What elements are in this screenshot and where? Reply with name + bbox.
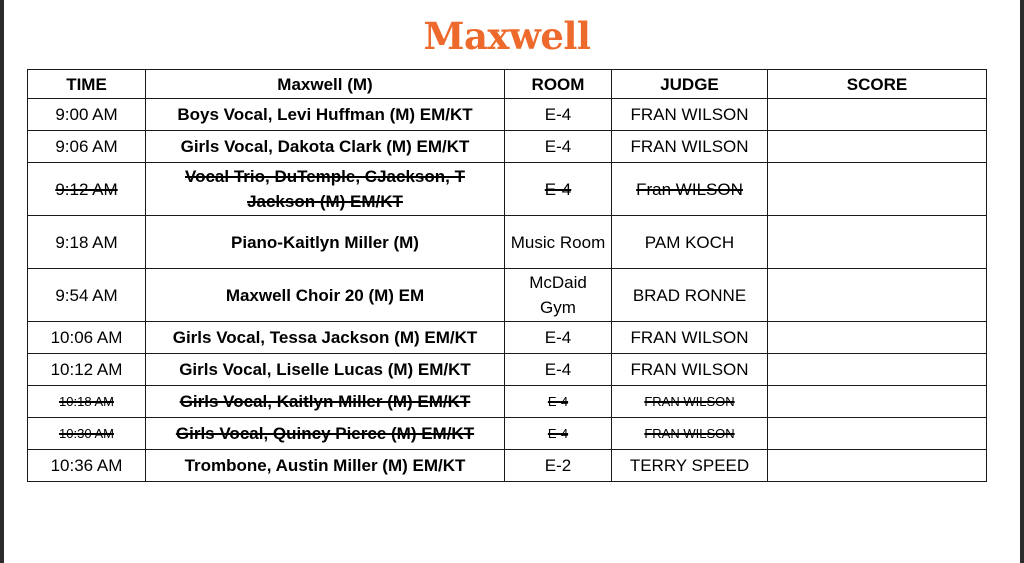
- room-cell: McDaid Gym: [505, 269, 612, 322]
- schedule-table: [27, 69, 987, 482]
- event-cell: Trombone, Austin Miller (M) EM/KT: [146, 450, 505, 482]
- score-cell: [768, 418, 987, 450]
- time-cell: 10:12 AM: [28, 354, 146, 386]
- judge-cell: PAM KOCH: [612, 216, 768, 269]
- judge-cell: TERRY SPEED: [612, 450, 768, 482]
- table-row-cancelled: [28, 163, 987, 216]
- table-row: [28, 450, 987, 482]
- room-cell: Music Room: [505, 216, 612, 269]
- score-cell: [768, 386, 987, 418]
- column-header-judge: JUDGE: [612, 70, 768, 99]
- table-row-cancelled: [28, 418, 987, 450]
- event-cell: Boys Vocal, Levi Huffman (M) EM/KT: [146, 99, 505, 131]
- time-cell: 9:18 AM: [28, 216, 146, 269]
- score-cell: [768, 269, 987, 322]
- page-edge-right: [1020, 0, 1024, 563]
- time-cell: 10:30 AM: [28, 418, 146, 450]
- time-cell: 10:06 AM: [28, 322, 146, 354]
- judge-cell: FRAN WILSON: [612, 354, 768, 386]
- event-cell: Girls Vocal, Liselle Lucas (M) EM/KT: [146, 354, 505, 386]
- event-cell: Vocal Trio, DuTemple, CJackson, T Jackson (M) EM/KT: [146, 163, 505, 216]
- score-cell: [768, 216, 987, 269]
- room-cell: E-4: [505, 418, 612, 450]
- table-row-cancelled: [28, 386, 987, 418]
- event-cell: Maxwell Choir 20 (M) EM: [146, 269, 505, 322]
- column-header-time: TIME: [28, 70, 146, 99]
- page-edge-left: [0, 0, 4, 563]
- score-cell: [768, 450, 987, 482]
- time-cell: 10:36 AM: [28, 450, 146, 482]
- time-cell: 9:00 AM: [28, 99, 146, 131]
- table-row: [28, 322, 987, 354]
- room-cell: E-4: [505, 131, 612, 163]
- room-cell: E-4: [505, 386, 612, 418]
- room-cell: E-4: [505, 322, 612, 354]
- judge-cell: FRAN WILSON: [612, 418, 768, 450]
- column-header-room: ROOM: [505, 70, 612, 99]
- time-cell: 9:06 AM: [28, 131, 146, 163]
- event-cell: Girls Vocal, Tessa Jackson (M) EM/KT: [146, 322, 505, 354]
- time-cell: 9:54 AM: [28, 269, 146, 322]
- table-row: [28, 216, 987, 269]
- event-cell: Girls Vocal, Kaitlyn Miller (M) EM/KT: [146, 386, 505, 418]
- event-cell: Girls Vocal, Dakota Clark (M) EM/KT: [146, 131, 505, 163]
- table-row: [28, 354, 987, 386]
- score-cell: [768, 322, 987, 354]
- event-cell: Girls Vocal, Quincy Pierce (M) EM/KT: [146, 418, 505, 450]
- header-row: [28, 70, 987, 99]
- room-cell: E-4: [505, 99, 612, 131]
- room-cell: E-2: [505, 450, 612, 482]
- score-cell: [768, 354, 987, 386]
- score-cell: [768, 131, 987, 163]
- time-cell: 9:12 AM: [28, 163, 146, 216]
- judge-cell: FRAN WILSON: [612, 386, 768, 418]
- room-cell: E-4: [505, 354, 612, 386]
- table-row: [28, 131, 987, 163]
- judge-cell: BRAD RONNE: [612, 269, 768, 322]
- score-cell: [768, 99, 987, 131]
- table-row: [28, 99, 987, 131]
- table-row: [28, 269, 987, 322]
- page-title: Maxwell: [423, 14, 591, 58]
- judge-cell: FRAN WILSON: [612, 131, 768, 163]
- column-header-score: SCORE: [768, 70, 987, 99]
- time-cell: 10:18 AM: [28, 386, 146, 418]
- event-cell: Piano-Kaitlyn Miller (M): [146, 216, 505, 269]
- judge-cell: FRAN WILSON: [612, 99, 768, 131]
- score-cell: [768, 163, 987, 216]
- column-header-event: Maxwell (M): [146, 70, 505, 99]
- room-cell: E-4: [505, 163, 612, 216]
- judge-cell: FRAN WILSON: [612, 322, 768, 354]
- judge-cell: Fran WILSON: [612, 163, 768, 216]
